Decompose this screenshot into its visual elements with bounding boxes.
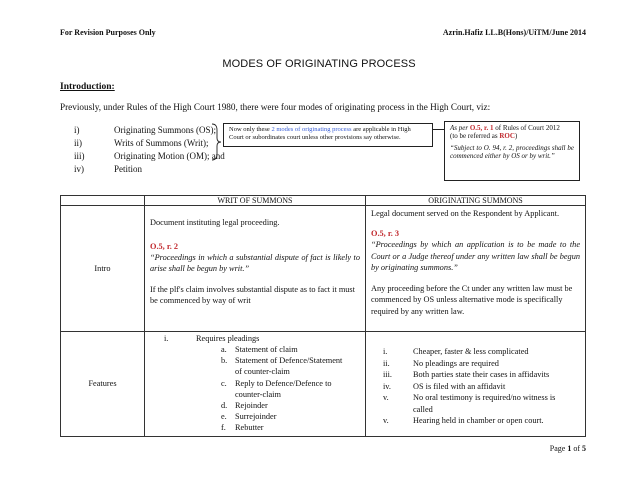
list-number: ii) bbox=[74, 138, 82, 148]
writ-feature-head: i. Requires pleadings bbox=[164, 334, 260, 343]
os-quote: “Proceedings by which an application is to be made to the Court or a Judge thereof under any written law shall be begun by originating summons.” bbox=[371, 240, 580, 272]
table-header-row bbox=[61, 196, 586, 206]
writ-definition: Document instituting legal proceeding. bbox=[150, 218, 280, 227]
writ-pleadings-list bbox=[150, 344, 360, 434]
list-item: v. No oral testimony is required/no witness is bbox=[383, 393, 556, 402]
list-item: a. Statement of claim bbox=[221, 345, 298, 354]
row-label-intro: Intro bbox=[61, 206, 145, 332]
roc-quote: “Subject to O. 94, r. 2, proceedings shall be commenced either by OS or by writ.” bbox=[450, 144, 574, 160]
intro-os-cell bbox=[366, 206, 586, 332]
list-item: v. Hearing held in chamber or open court. bbox=[383, 416, 544, 425]
roc-box bbox=[444, 121, 580, 181]
header-right: Azrin.Hafiz LL.B(Hons)/UiTM/June 2014 bbox=[442, 28, 586, 37]
comparison-table bbox=[60, 195, 586, 437]
connector-line bbox=[433, 129, 444, 130]
table-header-blank bbox=[61, 196, 145, 206]
list-number: iv) bbox=[74, 164, 84, 174]
roc-ref: O.5, r. 1 bbox=[469, 124, 494, 132]
list-text: Originating Motion (OM); and bbox=[114, 151, 225, 161]
os-rule: O.5, r. 3 bbox=[371, 228, 400, 238]
list-item: iii. Both parties state their cases in affidavits bbox=[383, 370, 550, 379]
os-features-list bbox=[371, 346, 580, 427]
list-number: iii) bbox=[74, 151, 85, 161]
writ-rule: O.5, r. 2 bbox=[150, 242, 179, 251]
brace-icon bbox=[210, 122, 224, 162]
table-row bbox=[61, 332, 586, 437]
list-item: called bbox=[413, 404, 433, 414]
note-text-rest: are applicable in High Court or subordinates court unless other provisions say otherwise. bbox=[229, 126, 411, 141]
page-number: Page 1 of 5 bbox=[549, 444, 586, 453]
note-text: Now only these bbox=[229, 126, 272, 133]
roc-line2: (to be referred as ROC) bbox=[450, 132, 518, 140]
list-item: c. Reply to Defence/Defence to bbox=[221, 378, 332, 388]
list-number: i) bbox=[74, 125, 80, 135]
writ-quote: “Proceedings in which a substantial dispute of fact is likely to arise shall be begun by writ.” bbox=[150, 253, 360, 273]
header-left: For Revision Purposes Only bbox=[60, 28, 156, 37]
list-item: b. Statement of Defence/Statement bbox=[221, 356, 343, 366]
os-definition: Legal document served on the Respondent by Applicant. bbox=[371, 209, 560, 218]
table-row bbox=[61, 206, 586, 332]
os-extra: Any proceeding before the Ct under any written law must be commenced by OS unless alternative mode is specifically required by any written law. bbox=[371, 283, 573, 316]
note-highlight: 2 modes of originating process bbox=[271, 126, 352, 133]
intro-heading: Introduction: bbox=[60, 82, 115, 92]
writ-extra: If the plf's claim involves substantial dispute as to fact it must be commenced by way of writ bbox=[150, 285, 355, 305]
list-item: i. Cheaper, faster & less complicated bbox=[383, 347, 529, 356]
table-header-os: ORIGINATING SUMMONS bbox=[366, 196, 586, 206]
list-item: d. Rejoinder bbox=[221, 400, 268, 410]
intro-writ-cell bbox=[145, 206, 366, 332]
features-writ-cell bbox=[145, 332, 366, 437]
features-os-cell bbox=[366, 332, 586, 437]
roc-abbrev: ROC bbox=[499, 132, 515, 140]
list-item: e. Surrejoinder bbox=[221, 412, 277, 422]
roc-line1: As per O.5, r. 1 of Rules of Court 2012 bbox=[450, 124, 560, 132]
row-label-features: Features bbox=[61, 332, 145, 437]
table-header-writ: WRIT OF SUMMONS bbox=[145, 196, 366, 206]
list-item: counter-claim bbox=[235, 389, 281, 399]
list-text: Writs of Summons (Writ); bbox=[114, 138, 209, 148]
list-item: of counter-claim bbox=[235, 367, 290, 377]
list-item: ii. No pleadings are required bbox=[383, 358, 499, 368]
list-text: Petition bbox=[114, 164, 143, 174]
intro-paragraph: Previously, under Rules of the High Court 1980, there were four modes of originating process in the High Court, viz: bbox=[60, 102, 491, 112]
list-item: iv. OS is filed with an affidavit bbox=[383, 381, 506, 391]
list-item: f. Rebutter bbox=[221, 423, 264, 433]
list-text: Originating Summons (OS); bbox=[114, 125, 217, 135]
page-title: MODES OF ORIGINATING PROCESS bbox=[222, 58, 416, 70]
note-box bbox=[223, 123, 433, 147]
